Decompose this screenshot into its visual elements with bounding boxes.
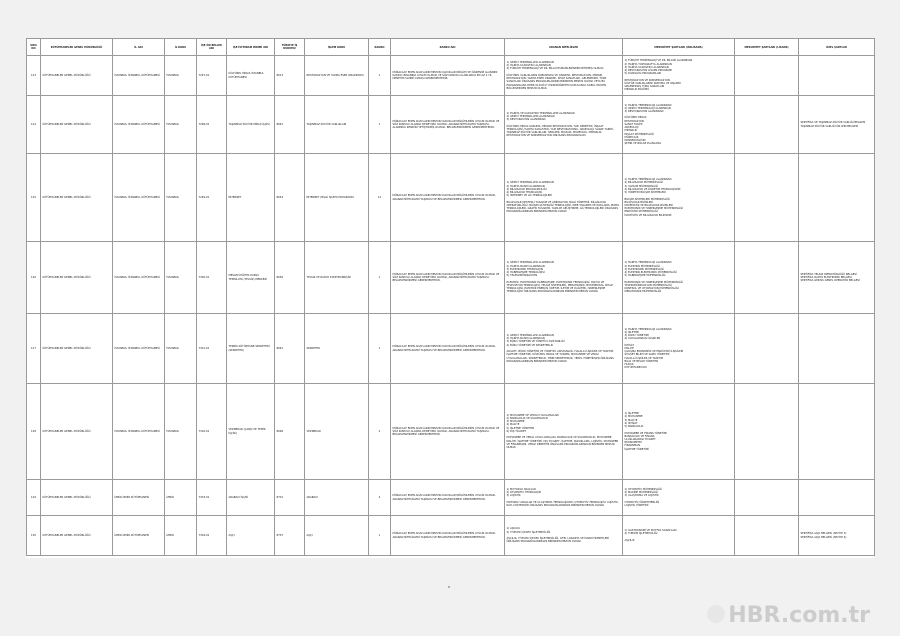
cell-il: İSTANBUL [165,314,197,384]
column-header: MEZUNİYET ŞARTLARI (LİSANS) [735,39,799,56]
table-row [27,516,875,556]
watermark-text: HBR.com.tr [728,603,870,628]
cell-onlisans: 1) GEZİCİ TERMİNALLER ALANINDAN 2) HARİTA BASIM ALANINDAN 3) BÜRO YÖNETİMİ VE YÖNETİCİ ASİSTANLIĞI 4) BÜRO YÖNETİMİ VE SEKRETERLİK ADALET, BÜRO YÖNETİMİ VE YÖNETİCİ ASİSTANLIĞI, HALKLA İLİŞKİLER VE TANITIM, İŞLETME YÖNETİMİ, KÜLTÜREL MİRAS VE TURİZM, MUHASEBE VE VERGİ UYGULAMALARI, SEKRETERLİK, TIBBİ SEKRETERLİK, YEREL YÖNETİMLER ÖNLİSANS PROGRAMLARINDAN BİRİNDEN MEZUN OLMAK [505,314,623,384]
cell-inst: İZMİR İZMİR KÜTÜPHANESİ [113,516,165,556]
cell-cond: MÜRACAAT EDEN ADAYLARIN MEZUN OLDUKLARI BÖLÜMLERİN UYGUN OLMASI, ARANAN NİTELİKLERİ TAŞIMASI VE BELGELENDİRMESİ GEREKMEKTEDİR. [391,314,505,384]
page-number: 8 [448,585,450,589]
cell-org: KÜTÜPHANELER GENEL MÜDÜRLÜĞÜ [41,96,113,154]
column-header: İL ADI [113,39,165,56]
cell-code: 7300-01 [197,242,227,314]
cell-cond: MÜRACAAT EDEN ADAYLARIN MEZUN OLDUKLARI BÖLÜMLERİN UYGUN OLMASI VE SÖZ KONUSU ALANDA DENEYİMLİ OLMASI, ARANAN NİTELİKLERİ TAŞIMASI, ALANINDA KENDİNİ YETİŞTİRMİŞ OLMASI, BELGELENDİRMESİ GEREKMEKTEDİR. [391,96,505,154]
cell-unit: TEKNİK KÜTÜPHANE SEKRETERİ (SEKRETER) [227,314,275,384]
cell-ozel: SERTİFİKA VE TAŞINMAZ KÜLTÜR VARLIĞI BELGESİ TAŞINMAZ KÜLTÜR VARLIĞI ÖN İZİN BELGESİ [799,96,875,154]
cell-kadro: İNTERNET (BİLGİ İŞLEM) PROGRAMCI [305,154,369,242]
cell-kadro: TELSİZ VE RADYO ELEKTRONİKÇİSİ [305,242,369,314]
cell-unit: İNTERNET [227,154,275,242]
cell-kadro: VEZNEDAR [305,384,369,480]
cell-empty [735,480,799,516]
table-body [27,56,875,556]
table-row [27,314,875,384]
table-row [27,384,875,480]
cell-org: KÜTÜPHANELER GENEL MÜDÜRLÜĞÜ [41,154,113,242]
column-header: MEZUNİYET ŞARTLARI (ÖNLİSANS) [623,39,735,56]
cell-il: İSTANBUL [165,242,197,314]
cell-kod: 8707 [275,516,305,556]
cell-org: KÜTÜPHANELER GENEL MÜDÜRLÜĞÜ [41,314,113,384]
cell-inst: İZMİR İZMİR KÜTÜPHANESİ [113,480,165,516]
cell-no: 128 [27,384,41,480]
cell-il: İZMİR [165,480,197,516]
document-page [26,38,874,558]
cell-org: KÜTÜPHANELER GENEL MÜDÜRLÜĞÜ [41,516,113,556]
cell-unit: TAŞINMAZ KÜLTÜR MİRAS İŞÇİSİ [227,96,275,154]
cell-ozel [799,314,875,384]
watermark-logo [707,603,870,628]
cell-kod: 8661 [275,314,305,384]
cell-onlisans: 1) GEZİCİ TERMİNALLER ALANINDAN 2) HARİTA KADASTRO ALANINDAN 3) TÜRKİYE TERMİNOLOJİ VE DİL BİLGİ DİSİPLİNLERİNDEN BİTİRMİŞ OLMASI KÜLTÜREL VARLIKLARIN KORUNMASI VE ONARIMI, RESTORASYON, MİMARİ RESTORASYON, YAZMA ESER ONARIMI, KİTAP SANATLARI, GELENEKSEL TÜRK SANATLARI ÖNLİSANS PROGRAMLARININ BİRİNDEN MEZUN OLMAK VEYA BU PROGRAMLARA DENK OLDUĞU YÜKSEKÖĞRETİM KURULUNCA KABUL EDİLEN BÖLÜMLERDEN MEZUN OLMAK. [505,56,623,96]
cell-empty [735,96,799,154]
cell-unit: ARABACI İŞÇİSİ [227,480,275,516]
cell-onlisans: 1) AŞÇILIK 2) YİYECEK İÇECEK İŞLETMECİLİĞİ AŞÇILIK, YİYECEK İÇECEK İŞLETMECİLİĞİ, OTEL LOKANTA VE İKRAM HİZMETLERİ ÖNLİSANS PROGRAMLARINDAN BİRİNDEN MEZUN OLMAK [505,516,623,556]
column-header: İL KODU [165,39,197,56]
cell-empty [735,384,799,480]
recruitment-table [26,38,875,556]
cell-lisans: 1) HARİTA TERMİNOLOJİ ALANINDAN 2) BİLGİSAYAR MÜHENDİSLİĞİ 3) YAZILIM MÜHENDİSLİĞİ 4) BİLGİSAYAR VE ÖĞRETİM TEKNOLOJİLERİ 5) YÖNETİM BİLİŞİM SİSTEMLERİ BİLİŞİM SİSTEMLERİ MÜHENDİSLİĞİ BİLGİSAYAR BİLİMLERİ MATEMATİK VE BİLGİSAYAR BİLİMLERİ ELEKTRONİK VE HABERLEŞME MÜHENDİSLİĞİ ENDÜSTRİ MÜHENDİSLİĞİ İSTATİSTİK VE BİLGİSAYAR BİLİMLERİ [623,154,735,242]
column-header: TÜRKİYE İŞ KURUMU [275,39,305,56]
table-row [27,96,875,154]
cell-ozel [799,56,875,96]
cell-code: 7303-01 [197,480,227,516]
cell-no: 130 [27,516,41,556]
cell-kadro: ARABACI [305,480,369,516]
cell-cond: MÜRACAAT EDEN ADAYLARIN MEZUN OLDUKLARI BÖLÜMLERİN UYGUN OLMASI, ARANAN NİTELİKLERİ TAŞIMASI VE BELGELENDİRMESİ GEREKMEKTEDİR. [391,516,505,556]
cell-il: İSTANBUL [165,154,197,242]
cell-cond: MÜRACAAT EDEN ADAYLARIN MEZUN OLDUKLARI BÖLÜMLERİN UYGUN OLMASI VE SÖZ KONUSU ALANDA DENEYİMLİ OLMASI, ARANAN NİTELİKLERİ TAŞIMASI, BELGELENDİRMESİ GEREKMEKTEDİR. [391,242,505,314]
cell-kadro: TAŞINMAZ KÜLTÜR VARLIKLARI [305,96,369,154]
cell-kod: 8645 [275,96,305,154]
cell-inst: İSTANBUL İSTANBUL KÜTÜPHANESİ [113,56,165,96]
cell-ozel: SERTİFİKA AŞÇI BELGESİ (SEVİYE 3) SERTİFİKA AŞÇI BELGESİ (SEVİYE 4) [799,516,875,556]
cell-ozel [799,154,875,242]
cell-lisans: 1) OTOMOTİV MÜHENDİSLİĞİ 2) MAKİNE MÜHENDİSLİĞİ 3) ULAŞTIRMA VE LOJİSTİK OTOMOTİV ÖĞRETMENLİĞİ LOJİSTİK YÖNETİMİ [623,480,735,516]
cell-onlisans: 1) MUHASEBE VE VERGİ UYGULAMALARI 2) BANKACILIK VE SİGORTACILIK 3) MUHASEBE 4) MALİYE 5) İŞLETME YÖNETİMİ 6) DIŞ TİCARET MUHASEBE VE VERGİ UYGULAMALARI, BANKACILIK VE SİGORTACILIK, MUHASEBE, MALİYE, İŞLETME YÖNETİMİ, DIŞ TİCARET, İŞLETME, PAZARLAMA, LOJİSTİK, MUHASEBE VE FİNANSMAN, VERGİ DENETİMİ ÖNLİSANS PROGRAMLARINDAN BİRİNDEN MEZUN OLMAK [505,384,623,480]
cell-kadro: SEKRETER [305,314,369,384]
cell-empty [735,516,799,556]
column-header: ÖZEL ŞARTLAR [799,39,875,56]
cell-code: 7298-01 [197,96,227,154]
cell-inst: İSTANBUL İSTANBUL KÜTÜPHANESİ [113,96,165,154]
cell-kod: 8613 [275,56,305,96]
cell-ozel: SERTİFİKA TELSİZ OPERATÖRLÜĞÜ BELGESİ SERTİFİKA RADYO ELEKTRONİK BELGESİ SERTİFİKA GMDSS GENEL OPERATÖR BELGESİ [799,242,875,314]
cell-no: 127 [27,314,41,384]
cell-inst: İSTANBUL İSTANBUL KÜTÜPHANESİ [113,242,165,314]
cell-ozel [799,384,875,480]
column-header: İŞE İSTİHDAM BİRİMİ ADI [227,39,275,56]
cell-il: İSTANBUL [165,384,197,480]
cell-adet: 1 [369,96,391,154]
cell-no: 129 [27,480,41,516]
cell-org: KÜTÜPHANELER GENEL MÜDÜRLÜĞÜ [41,242,113,314]
cell-no: 123 [27,56,41,96]
column-header: SIRA NO [27,39,41,56]
cell-adet: 1 [369,516,391,556]
cell-onlisans: 1) HARİTA VE KADASTRO TERMİNALLERİ ALANINDAN 2) GEZİCİ TERMİNALLERİ ALANINDAN 3) RESTORASYON ALANINDAN KÜLTÜREL MİRAS KORUMA, MİMARİ RESTORASYON, YAPI DENETİMİ, İNŞAAT TEKNOLOJİSİ, HARİTA KADASTRO, YAPI RESTORASYONU, ARKEOLOJİ, SANAT TARİHİ, TAŞINMAZ KÜLTÜR VARLIKLARI, SERAMİK, MOZAİK, MÜZECİLİK, MİMARLIK, RESTORASYON VE KONSERVASYON ÖNLİSANS PROGRAMLARI [505,96,623,154]
cell-org: KÜTÜPHANELER GENEL MÜDÜRLÜĞÜ [41,480,113,516]
table-row [27,242,875,314]
cell-unit: KÜLTÜREL MİRAS İSTANBUL KÜTÜPHANESİ [227,56,275,96]
cell-il: İSTANBUL [165,56,197,96]
cell-org: KÜTÜPHANELER GENEL MÜDÜRLÜĞÜ [41,384,113,480]
cell-no: 125 [27,154,41,242]
column-header: KADRO ADI [391,39,505,56]
cell-il: İSTANBUL [165,96,197,154]
cell-unit: VEZNEDAR (ÇARŞI VE TEMİZ İŞÇİSİ) [227,384,275,480]
cell-lisans: 1) HARİTA TERMİNOLOJİ ALANINDAN 2) GEZİCİ TERMİNOLOJİ ALANINDAN 3) RESTORASYON ALANINDAN KÜLTÜREL MİRAS RESTORASYON SANAT TARİHİ ARKEOLOJİ MİMARLIK İNŞAAT MÜHENDİSLİĞİ MÜZECİLİK KONSERVASYON ŞEHİR VE BÖLGE PLANLAMA [623,96,735,154]
cell-inst: İSTANBUL İSTANBUL KÜTÜPHANESİ [113,154,165,242]
cell-kod: 8654 [275,154,305,242]
cell-org: KÜTÜPHANELER GENEL MÜDÜRLÜĞÜ [41,56,113,96]
cell-code: 7304-01 [197,516,227,556]
cell-empty [735,314,799,384]
cell-onlisans: 1) GEZİCİ TERMİNALLER ALANINDAN 2) HARİTA BASIM ALANINDAN 3) ELEKTRONİK TEKNOLOJİSİ 4) HABERLEŞME TEKNOLOJİSİ 5) TELEKOMÜNİKASYON ELEKTRİK, ELEKTRONİK HABERLEŞME, ELEKTRONİK TEKNOLOJİSİ, RADYO VE TELEVİZYON TEKNOLOJİSİ, TELSİZ SİSTEMLERİ, MEKATRONİK, BİYOMEDİKAL CİHAZ TEKNOLOJİSİ, ELEKTRİK ENERJİSİ ÜRETİM, İLETİM VE DAĞITIMI, HABERLEŞME TEKNOLOJİSİ ÖNLİSANS PROGRAMLARINDAN BİRİNDEN MEZUN OLMAK [505,242,623,314]
cell-cond: MÜRACAAT EDEN ADAYLARIN MEZUN OLDUKLARI BÖLÜMLERİN UYGUN OLMASI, ARANAN NİTELİKLERİ TAŞIMASI VE BELGELENDİRMESİ GEREKMEKTEDİR. [391,480,505,516]
cell-no: 126 [27,242,41,314]
cell-kadro: RESTORASYON VE YAZMA ESER ONARIMCISI [305,56,369,96]
column-header: İŞE ÖN BELLEK ADI [197,39,227,56]
cell-empty [735,56,799,96]
cell-code: 7299-01 [197,154,227,242]
table-header-row [27,39,875,56]
cell-inst: İSTANBUL İSTANBUL KÜTÜPHANESİ [113,384,165,480]
cell-unit: AŞÇI [227,516,275,556]
cell-code: 7297-01 [197,56,227,96]
cell-cond: MÜRACAAT EDEN ADAYLARIN MEZUN OLDUKLARI BÖLÜMLERİN UYGUN OLMASI, ARANAN NİTELİKLERİ TAŞIMASI VE BELGELENDİRMESİ GEREKMEKTEDİR. [391,154,505,242]
column-header: KADRO [369,39,391,56]
cell-kod: 8656 [275,242,305,314]
cell-il: İZMİR [165,516,197,556]
table-row [27,56,875,96]
cell-lisans: 1) TÜRKİYE TERMİNOLOJİ VE DİL BİLGİSİ ALANINDAN 2) HARİTA TOPOGRAFYA ALANINDAN 3) HARİTA KADASTRO ALANINDAN 4) RESTORASYON LİSANS PROGRAMI 5) DİLBİLGİSİ PROGRAMLARI RESTORASYON VE KONSERVASYON KÜLTÜR VARLIKLARINI KORUMA VE ONARIM GELENEKSEL TÜRK SANATLARI MİMARLIK BÖLÜMÜ [623,56,735,96]
cell-no: 124 [27,96,41,154]
cell-lisans: 1) HARİTA TERMİNOLOJİ ALANINDAN 2) ELEKTRİK MÜHENDİSLİĞİ 3) ELEKTRONİK MÜHENDİSLİĞİ 4) ELEKTRİK-ELEKTRONİK MÜHENDİSLİĞİ 5) HABERLEŞME MÜHENDİSLİĞİ ELEKTRONİK VE HABERLEŞME MÜHENDİSLİĞİ TELEKOMÜNİKASYON MÜHENDİSLİĞİ KONTROL VE OTOMASYON MÜHENDİSLİĞİ MEKATRONİK MÜHENDİSLİĞİ [623,242,735,314]
column-header: İŞLEM KODU [305,39,369,56]
cell-adet: 2 [369,384,391,480]
table-row [27,480,875,516]
table-row [27,154,875,242]
column-header: KÜTÜPHANELER GENEL MÜDÜRLÜĞÜ [41,39,113,56]
cell-onlisans: 1) GEZİCİ TERMİNALLER ALANINDAN 2) HARİTA BASIM ALANINDAN 3) BİLGİSAYAR PROGRAMCILIĞI 4) BİLGİSAYAR TEKNOLOJİSİ 5) İNTERNET VE AĞ TEKNOLOJİLERİ BİLGİSAYAR DESTEKLİ TASARIM VE ANİMASYON, BİLGİ YÖNETİMİ, BİLGİSAYAR OPERATÖRLÜĞÜ, BİLİŞİM GÜVENLİĞİ TEKNOLOJİSİ, WEB TASARIMI VE KODLAMA, MOBİL TEKNOLOJİLERİ, GRAFİK TASARIMI, YAZILIM GELİŞTİRME, AĞ TEKNOLOJİLERİ ÖNLİSANS PROGRAMLARINDAN BİRİNDEN MEZUN OLMAK [505,154,623,242]
cell-cond: MÜRACAAT EDEN ADAYLARIN MEZUN OLDUKLARI BÖLÜM VE ÖĞRENİM ALANININ KADRO UNVANINA UYGUN OLMASI VE SÖZ KONUSU ALANLARDA EN AZ 2 YIL DENEYİM SAHİBİ OLMASI GEREKMEKTEDİR. [391,56,505,96]
cell-adet: 4 [369,480,391,516]
cell-onlisans: 1) MOTORLU ARAÇLAR 2) OTOMOTİV TEKNOLOJİSİ 3) LOJİSTİK MOTORLU ARAÇLAR VE ULAŞTIRMA TEKNOLOJİLERİ, OTOMOTİV TEKNOLOJİSİ, LOJİSTİK, RAYLI SİSTEMLER ÖNLİSANS PROGRAMLARINDAN BİRİNDEN MEZUN OLMAK [505,480,623,516]
cell-unit: MESLEKİ EĞİTİM KURSU TEMSİLCİSİ (TELSİZ) MERKEZİ [227,242,275,314]
cell-lisans: 1) GASTRONOMİ VE MUTFAK SANATLARI 2) TURİZM İŞLETMECİLİĞİ AŞÇILIK [623,516,735,556]
cell-adet: 1 [369,242,391,314]
cell-adet: 1 [369,314,391,384]
cell-lisans: 1) HARİTA TERMİNOLOJİ ALANINDAN 2) İŞLETME 3) KAMU YÖNETİMİ 4) ULUSLARARASI İLİŞKİLER İKTİSAT MALİYE ÇALIŞMA EKONOMİSİ VE ENDÜSTRİ İLİŞKİLERİ SİYASET BİLİMİ VE KAMU YÖNETİMİ HALKLA İLİŞKİLER VE TANITIM BİLGİ VE BELGE YÖNETİMİ HUKUK KÜTÜPHANECİLİK [623,314,735,384]
cell-adet: 12 [369,154,391,242]
cell-adet: 1 [369,56,391,96]
cell-kadro: AŞÇI [305,516,369,556]
cell-empty [735,154,799,242]
cell-kod: 8696 [275,384,305,480]
cell-lisans: 1) İŞLETME 2) MUHASEBE 3) MALİYE 4) İKTİSAT 5) BANKACILIK MUHASEBE VE FİNANS YÖNETİMİ BANKACILIK VE FİNANS ULUSLARARASI TİCARET EKONOMETRİ FİNANSMAN İŞLETME YÖNETİMİ [623,384,735,480]
cell-inst: İSTANBUL İSTANBUL KÜTÜPHANESİ [113,314,165,384]
column-header: ARANAN NİTELİKLER [505,39,623,56]
cell-code: 7301-01 [197,314,227,384]
cell-empty [735,242,799,314]
cell-code: 7302-01 [197,384,227,480]
watermark-icon [707,605,725,623]
cell-cond: MÜRACAAT EDEN ADAYLARIN MEZUN OLDUKLARI BÖLÜMLERİN UYGUN OLMASI VE SÖZ KONUSU ALANDA DENEYİMLİ OLMASI, ARANAN NİTELİKLERİ TAŞIMASI, BELGELENDİRMESİ GEREKMEKTEDİR. [391,384,505,480]
cell-ozel [799,480,875,516]
cell-kod: 8701 [275,480,305,516]
